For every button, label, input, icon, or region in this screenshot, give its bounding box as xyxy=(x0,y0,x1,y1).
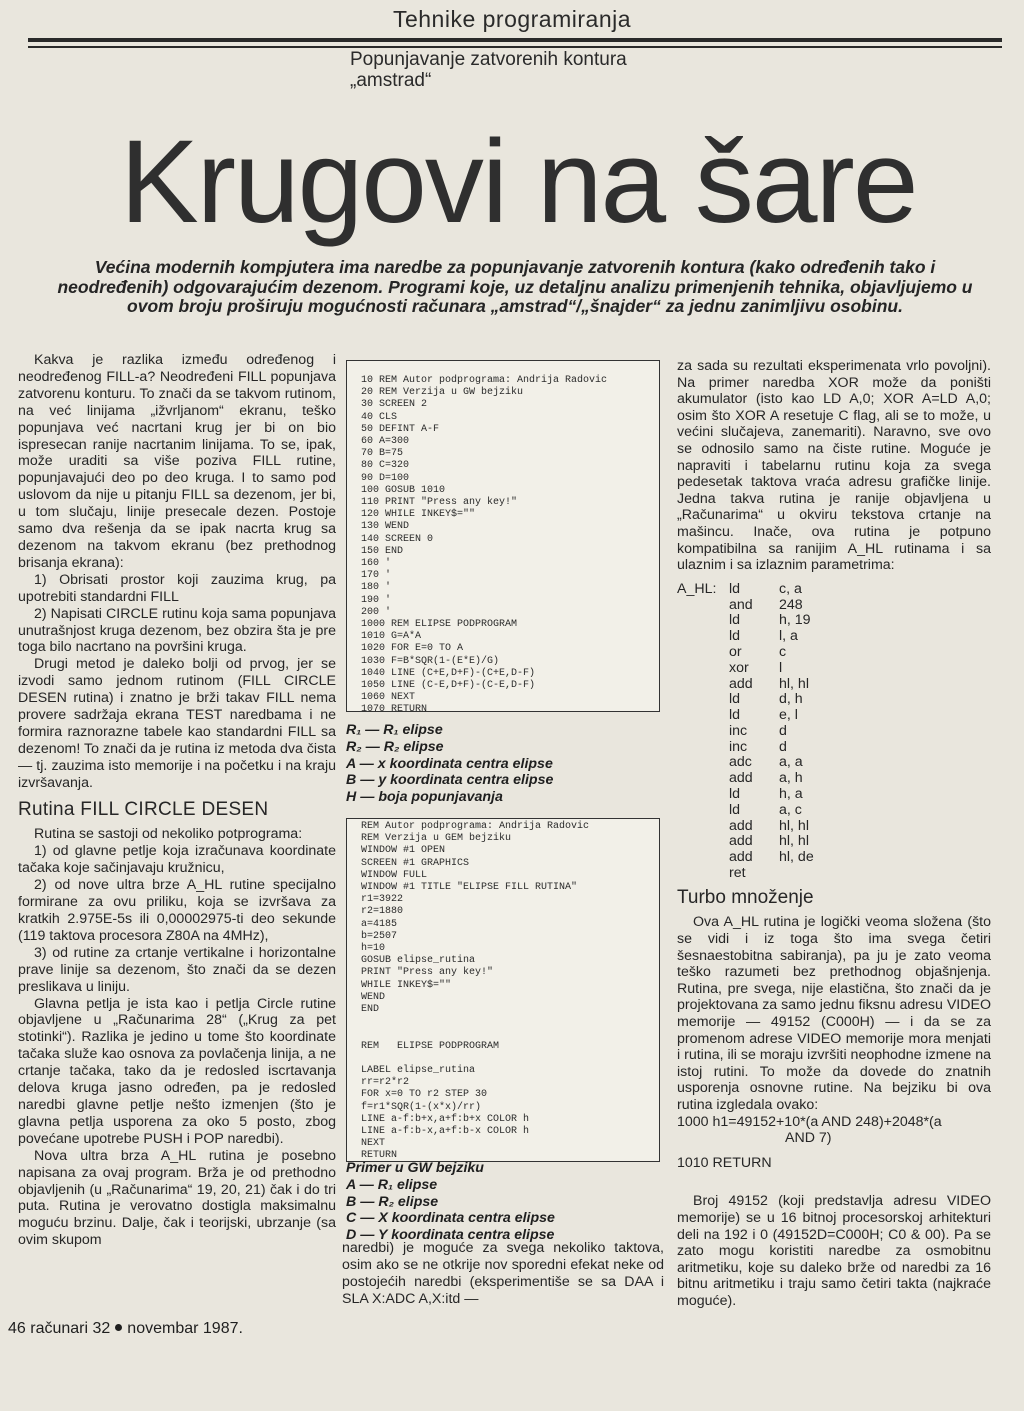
asm-operand: e, l xyxy=(779,707,798,724)
asm-label xyxy=(677,755,729,771)
code-line xyxy=(361,1028,659,1040)
asm-opcode: add xyxy=(729,817,753,834)
section-header: Tehnike programiranja xyxy=(392,6,632,32)
header-rule-thick xyxy=(28,38,1002,42)
asm-line xyxy=(677,771,991,787)
code-line: LABEL elipse_rutina xyxy=(361,1065,476,1077)
asm-opcode: add xyxy=(729,833,753,850)
header-rule-thin xyxy=(28,46,1002,48)
asm-label xyxy=(677,866,729,882)
paragraph: Ova A_HL rutina je logički veoma složena (što se vidi i iz toga što ima svega četiri šesnaestobitna sabiranja), pa ju je zato veoma teško razumeti bez prethodnog objašnjenja. Rutina, pre svega, nije elastična, što znači da je projektovana za samo jednu fiksnu adresu VIDEO memorije — 49152 (C000H) — i da se za promenom adrese VIDEO memorije mora menjati i rutina, ili se moraju izvršiti neophodne izmene na istoj rutini. To može da dovede do znatnih usporenja osnovne rutine. Na bejziku bi ova rutina izgledala ovako: xyxy=(677,914,991,1113)
code-line: WEND xyxy=(361,991,386,1003)
asm-label xyxy=(677,645,729,661)
asm-line xyxy=(677,819,991,835)
asm-label: A_HL: xyxy=(677,580,717,597)
paragraph: za sada su rezultati eksperimenata vrlo povoljni). Na primer naredba XOR može da poništi akumulator (isto kao LD A,0; XOR A=LD A,0; osim što XOR A resetuje C flag, ali se to može, u većini slučajeva, zanemariti). Naravno, sve ovo se odnosilo samo na čiste rutine. Moguće je napraviti i tabelarnu rutinu koja za svega pedesetak taktova vraća adresu grafičke linije. Jedna takva rutina je ranije objavljena u „Računarima“ u okviru tekstova crtanje na mašincu. Inače, ova rutina je potpuno kompatibilna sa ranijim A_HL rutinama i sa ulaznim i sa izlaznim parametrima: xyxy=(677,358,991,574)
code-line: REM ELIPSE PODPROGRAM xyxy=(361,1040,500,1052)
code-line: r1=3922 xyxy=(361,894,404,906)
asm-label xyxy=(677,850,729,866)
asm-opcode: add xyxy=(729,675,753,692)
asm-label xyxy=(677,677,729,693)
code-line: 180 ' xyxy=(361,582,392,594)
code-line: 100 GOSUB 1010 xyxy=(361,484,446,496)
code-line: 40 CLS xyxy=(361,411,398,423)
code-line: FOR x=0 TO r2 STEP 30 xyxy=(361,1089,488,1101)
code-line: WINDOW FULL xyxy=(361,869,428,881)
asm-line xyxy=(677,866,991,882)
code-line: D — Y koordinata centra elipse xyxy=(346,1227,555,1244)
formula-line: 1000 h1=49152+10*(a AND 248)+2048*(a xyxy=(677,1113,942,1130)
code-line xyxy=(361,1053,659,1065)
headline: Krugovi na šare xyxy=(120,116,917,248)
asm-label xyxy=(677,834,729,850)
paragraph-continued: naredbi) je moguće za svega nekoliko taktova, osim ako se ne otkrije nov sporedni efekat neke od postojećih naredbi (eksperimentiše se sa DAA i SLA X:ADC A,X:itd — xyxy=(342,1240,664,1307)
column-right xyxy=(677,358,991,1310)
code-line: 200 ' xyxy=(361,606,392,618)
asm-opcode: adc xyxy=(729,754,752,771)
code-line: 30 SCREEN 2 xyxy=(361,399,428,411)
code-line: 140 SCREEN 0 xyxy=(361,533,434,545)
asm-label xyxy=(677,629,729,645)
asm-line xyxy=(677,661,991,677)
asm-opcode: ld xyxy=(729,801,741,818)
asm-label xyxy=(677,740,729,756)
code-line: 1060 NEXT xyxy=(361,692,416,704)
basic-formula xyxy=(677,1114,991,1172)
asm-opcode: ld xyxy=(729,786,741,803)
section-heading-fill-circle: Rutina FILL CIRCLE DESEN xyxy=(18,798,269,820)
code-line: 80 C=320 xyxy=(361,460,410,472)
asm-operand: h, a xyxy=(779,786,803,803)
asm-opcode: ld xyxy=(729,628,741,645)
subtitle-line-1: Popunjavanje zatvorenih kontura xyxy=(350,49,627,70)
asm-opcode: ret xyxy=(729,865,746,882)
code-line: 20 REM Verzija u GW bejziku xyxy=(361,387,524,399)
asm-line xyxy=(677,834,991,850)
asm-operand: a, h xyxy=(779,770,803,787)
code-line: 1020 FOR E=0 TO A xyxy=(361,643,464,655)
code-line: 50 DEFINT A-F xyxy=(361,423,440,435)
code-line: 190 ' xyxy=(361,594,392,606)
section-heading-turbo: Turbo množenje xyxy=(677,886,814,908)
asm-operand: hl, hl xyxy=(779,817,809,834)
asm-opcode: or xyxy=(729,643,742,660)
code-line: a=4185 xyxy=(361,918,398,930)
asm-opcode: ld xyxy=(729,580,741,597)
asm-label xyxy=(677,771,729,787)
asm-label xyxy=(677,708,729,724)
asm-line xyxy=(677,582,991,598)
asm-label xyxy=(677,787,729,803)
page-footer xyxy=(8,1320,243,1338)
asm-line xyxy=(677,724,991,740)
asm-label xyxy=(677,598,729,614)
asm-opcode: add xyxy=(729,770,753,787)
code-line: 1050 LINE (C-E,D+F)-(C-E,D-F) xyxy=(361,680,536,692)
code-line: 90 D=100 xyxy=(361,472,410,484)
paragraph: 2) Napisati CIRCLE rutinu koja sama popunjava unutrašnjost kruga dezenom, bez obzira šta je pre toga bilo nacrtano na površini kruga. xyxy=(18,605,336,656)
asm-operand: d xyxy=(779,738,787,755)
subtitle xyxy=(350,49,627,91)
paragraph: Broj 49152 (koji predstavlja adresu VIDEO memorije) se u 16 bitnoj procesorskoj arhitekturi deli na 192 i 0 (49152D=C000H; C0 & 00). Pa se zato mogu koristiti naredbe za osmobitnu aritmetiku, koje su daleko brže od naredbi za 16 bitnu aritmetiku i traju samo četiri takta (najkraće moguće). xyxy=(677,1193,991,1309)
asm-operand: d xyxy=(779,722,787,739)
asm-operand: hl, hl xyxy=(779,675,809,692)
formula-line: 1010 RETURN xyxy=(677,1154,772,1171)
asm-line xyxy=(677,613,991,629)
code-line: H — boja popunjavanja xyxy=(346,789,503,806)
asm-opcode: ld xyxy=(729,691,741,708)
code-line: REM Verzija u GEM bejziku xyxy=(361,833,512,845)
paragraph: 2) od nove ultra brze A_HL rutine specijalno formirane za ovu priliku, koja se izvršava za kratkih 2.975E-5s ili 0,00002975-ti deo sekunde (119 taktova procesora Z80A na 4MHz), xyxy=(18,877,336,944)
subtitle-line-2: „amstrad“ xyxy=(350,70,432,91)
asm-label xyxy=(677,819,729,835)
asm-operand: c xyxy=(779,643,787,660)
code-line: 1030 F=B*SQR(1-(E*E)/G) xyxy=(361,655,500,667)
code-line: LINE a-f:b-x,a+f:b-x COLOR h xyxy=(361,1126,530,1138)
asm-line xyxy=(677,677,991,693)
paragraph: 3) od rutine za crtanje vertikalne i horizontalne prave linije sa dezenom, što znači da se dezen preslikava u liniju. xyxy=(18,944,336,995)
asm-label xyxy=(677,724,729,740)
legend-gem xyxy=(346,1160,658,1244)
asm-line xyxy=(677,787,991,803)
code-line: WHILE INKEY$="" xyxy=(361,979,452,991)
asm-line xyxy=(677,755,991,771)
issue-date: novembar 1987. xyxy=(127,1320,243,1337)
code-line: 170 ' xyxy=(361,570,392,582)
asm-operand: hl, de xyxy=(779,849,814,866)
code-listing-gw-basic xyxy=(346,360,660,716)
code-line: 1070 RETURN xyxy=(361,704,428,716)
formula-line: AND 7) xyxy=(785,1130,832,1147)
code-line: 120 WHILE INKEY$="" xyxy=(361,509,476,521)
code-line: WINDOW #1 TITLE "ELIPSE FILL RUTINA" xyxy=(361,882,578,894)
code-line: A — x koordinata centra elipse xyxy=(346,755,553,772)
paragraph: Kakva je razlika između određenog i neodređenog FILL-a? Neodređeni FILL popunjava zatvorenu konturu. To znači da se takvom rutinom, na već linijama „ižvrljanom“ ekranu, teško popunjava već nacrtani krug jer bi on bio ispresecan ranije nacrtanim linijama. To se, ipak, može uraditi sa više poziva FILL rutine, popunjavajući deo po deo kruga. I to samo pod uslovom da nije u pitanju FILL sa dezenom, jer bi, u tom slučaju, linije presecale dezen. Postoje samo dva rešenja da se ipak nacrta krug sa dezenom na takvom ekranu (bez prethodnog brisanja ekrana): xyxy=(18,352,336,571)
paragraph: Rutina se sastoji od nekoliko potprograma: xyxy=(34,826,303,843)
code-line: GOSUB elipse_rutina xyxy=(361,955,476,967)
code-line: Primer u GW bejziku xyxy=(346,1160,484,1176)
code-line: r2=1880 xyxy=(361,906,404,918)
code-line: RETURN xyxy=(361,1150,398,1162)
code-line xyxy=(361,1016,659,1028)
code-line: PRINT "Press any key!" xyxy=(361,967,494,979)
code-line: REM Autor podprograma: Andrija Radovic xyxy=(361,821,590,832)
asm-operand: a, c xyxy=(779,801,802,818)
code-line: h=10 xyxy=(361,943,386,955)
asm-line xyxy=(677,598,991,614)
asm-line xyxy=(677,629,991,645)
asm-operand: hl, hl xyxy=(779,833,809,850)
asm-label xyxy=(677,692,729,708)
asm-operand: 248 xyxy=(779,596,803,613)
asm-opcode: inc xyxy=(729,722,748,739)
code-line: f=r1*SQR(1-(x*x)/rr) xyxy=(361,1101,482,1113)
asm-opcode: xor xyxy=(729,659,749,676)
code-line: SCREEN #1 GRAPHICS xyxy=(361,857,470,869)
code-line: NEXT xyxy=(361,1138,386,1150)
code-line: 110 PRINT "Press any key!" xyxy=(361,497,518,509)
code-line: 160 ' xyxy=(361,558,392,570)
assembly-listing xyxy=(677,582,991,882)
asm-operand: l xyxy=(779,659,783,676)
paragraph: 1) od glavne petlje koja izračunava koordinate tačaka koje sačinjavaju kružnicu, xyxy=(18,843,336,877)
lede: Većina modernih kompjutera ima naredbe za popunjavanje zatvorenih kontura (kako određenih tako i neodređenih) odgovarajućim dezenom. Programi koje, uz detaljnu analizu primenjenih tehnika, objavljujemo u ovom broju proširuju mogućnosti računara „amstrad“/„šnajder“ za jednu zanimljivu osobinu. xyxy=(57,257,973,316)
column-left xyxy=(18,352,336,1249)
asm-line xyxy=(677,692,991,708)
code-listing-gem-basic xyxy=(346,818,660,1162)
code-text xyxy=(347,361,659,717)
code-line: b=2507 xyxy=(361,930,398,942)
code-line: 150 END xyxy=(361,545,404,557)
code-line: R₂ — R₂ elipse xyxy=(346,738,444,755)
code-line: 1000 REM ELIPSE PODPROGRAM xyxy=(361,619,518,631)
code-line: A — R₁ elipse xyxy=(346,1176,438,1193)
asm-line xyxy=(677,645,991,661)
asm-line xyxy=(677,740,991,756)
code-line: 10 REM Autor podprograma: Andrija Radovic xyxy=(361,375,608,386)
code-line: 1040 LINE (C+E,D+F)-(C+E,D-F) xyxy=(361,667,536,679)
paragraph: Glavna petlja je ista kao i petlja Circle rutine objavljene u „Računarima 28“ („Krug za pet stotinki“). Razlika je jedino u tome što koordinate tačaka služe kao osnova za povlačenja linija, a ne crtanje tačaka, tako da je redosled iscrtavanja delova kruga jasno određen, pa je redosled naredbi glavne petlje nešto izmenjen (što je glavna petlja usporena za oko 5 posto, zbog povećane upotrebe PUSH i POP naredbi). xyxy=(18,995,336,1147)
code-line: LINE a-f:b+x,a+f:b+x COLOR h xyxy=(361,1113,530,1125)
code-line: 60 A=300 xyxy=(361,436,410,448)
asm-line xyxy=(677,850,991,866)
asm-opcode: ld xyxy=(729,612,741,629)
code-line: rr=r2*r2 xyxy=(361,1077,410,1089)
bullet-dot-icon xyxy=(115,1324,122,1331)
legend-gw xyxy=(346,722,658,806)
page-number: 46 xyxy=(8,1320,26,1337)
asm-operand: l, a xyxy=(779,628,798,645)
asm-operand: c, a xyxy=(779,580,802,597)
code-line: R₁ — R₁ elipse xyxy=(346,722,443,738)
paragraph: Drugi metod je daleko bolji od prvog, jer se izvodi samo jednom rutinom (FILL CIRCLE DESEN rutina) i znatno je brži takav FILL nema provere sadržaja ekrana TEST naredbama i ne formira raznorazne tabele kao standardni FILL sa dezenom! To znači da je rutina iz metoda dva čista — tj. zauzima isto memorije i na početku i na kraju izvršavanja. xyxy=(18,656,336,791)
asm-operand: a, a xyxy=(779,754,803,771)
asm-line xyxy=(677,708,991,724)
asm-operand: h, 19 xyxy=(779,612,811,629)
asm-opcode: add xyxy=(729,849,753,866)
code-line: C — X koordinata centra elipse xyxy=(346,1210,555,1227)
asm-label xyxy=(677,613,729,629)
code-line: END xyxy=(361,1004,380,1016)
code-text xyxy=(347,819,659,1163)
asm-label xyxy=(677,661,729,677)
asm-opcode: ld xyxy=(729,707,741,724)
asm-opcode: inc xyxy=(729,738,748,755)
code-line: 70 B=75 xyxy=(361,448,404,460)
code-line: B — R₂ elipse xyxy=(346,1193,439,1210)
asm-operand: d, h xyxy=(779,691,803,708)
asm-opcode: and xyxy=(729,596,753,613)
code-line: B — y koordinata centra elipse xyxy=(346,772,554,789)
code-line: 130 WEND xyxy=(361,521,410,533)
paragraph: 1) Obrisati prostor koji zauzima krug, pa upotrebiti standardni FILL xyxy=(18,571,336,605)
paragraph: Nova ultra brza A_HL rutina je posebno napisana za ovaj program. Brža je od prethodno objavljenih (u „Računarima“ 19, 20, 21) čak i do tri puta. Rutina je verovatno dostigla maksimalnu moguću brzinu. Dalje, čak i teorijski, ubrzanje (sa ovim skupom xyxy=(18,1147,336,1249)
magazine-name: računari 32 xyxy=(30,1320,111,1337)
asm-line xyxy=(677,803,991,819)
asm-label xyxy=(677,803,729,819)
code-line: WINDOW #1 OPEN xyxy=(361,845,446,857)
code-line: 1010 G=A*A xyxy=(361,631,422,643)
